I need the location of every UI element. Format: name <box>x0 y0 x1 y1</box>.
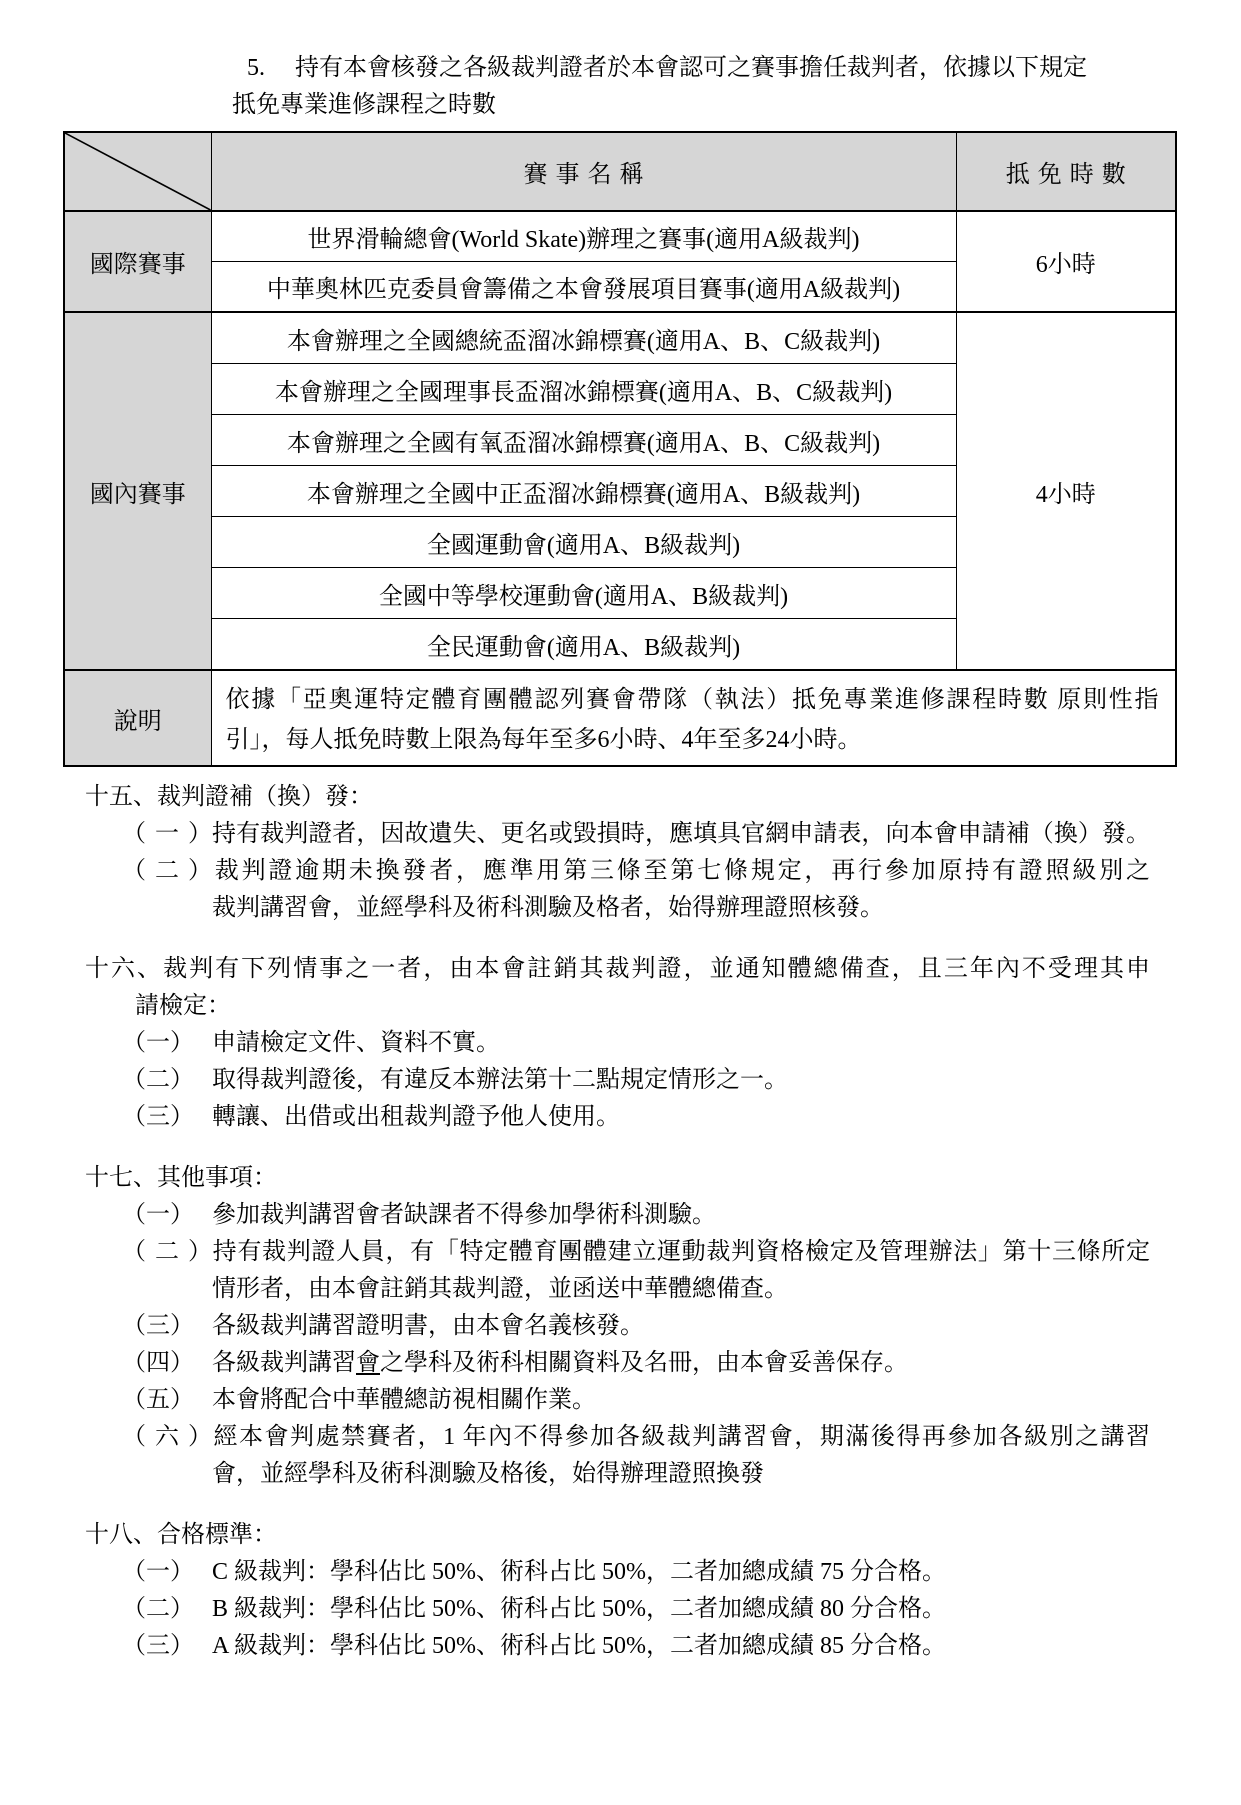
item-label: （二） <box>122 1596 194 1622</box>
item-text: 持有裁判證人員，有「特定體育團體建立運動裁判資格檢定及管理辦法」第十三條所定 <box>212 1239 1150 1265</box>
section-18-heading: 十八、合格標準： <box>85 1522 277 1548</box>
intro-paragraph <box>232 50 1150 124</box>
section-17-item-5 <box>0 1382 1241 1419</box>
intro-text-1: 持有本會核發之各級裁判證者於本會認可之賽事擔任裁判者，依據以下規定 <box>295 55 1087 81</box>
section-16-heading-continuation: 請檢定： <box>135 993 231 1019</box>
item-label: （一） <box>122 1202 194 1228</box>
item-label: （一） <box>122 1030 194 1056</box>
section-18-item-3 <box>0 1628 1241 1665</box>
item-label: （五） <box>122 1387 194 1413</box>
hours-cell-international: 6小時 <box>956 211 1176 312</box>
event-cell: 本會辦理之全國理事長盃溜冰錦標賽(適用A、B、C級裁判) <box>211 364 956 415</box>
corner-cell <box>64 132 211 211</box>
clause-number: 5. <box>247 55 265 81</box>
table-row-note <box>64 670 1176 766</box>
section-15-heading: 十五、裁判證補（換）發： <box>85 784 373 810</box>
event-cell: 本會辦理之全國有氧盃溜冰錦標賽(適用A、B、C級裁判) <box>211 415 956 466</box>
table-row-international-1 <box>64 211 1176 262</box>
item-label: （四） <box>122 1350 194 1376</box>
item-text: 申請檢定文件、資料不實。 <box>212 1030 500 1056</box>
item-text: 轉讓、出借或出租裁判證予他人使用。 <box>212 1104 620 1130</box>
item-text: 本會將配合中華體總訪視相關作業。 <box>212 1387 596 1413</box>
event-cell: 本會辦理之全國總統盃溜冰錦標賽(適用A、B、C級裁判) <box>211 312 956 364</box>
note-line-1: 依據「亞奧運特定體育團體認列賽會帶隊（執法）抵免專業進修課程時數 原則性指 <box>225 687 1159 713</box>
diagonal-line <box>65 133 211 210</box>
category-cell-international: 國際賽事 <box>64 211 211 312</box>
note-text-cell <box>211 670 1176 766</box>
item-text: C 級裁判：學科佔比 50%、術科占比 50%，二者加總成績 75 分合格。 <box>212 1559 946 1585</box>
item-label: （二） <box>122 1239 212 1265</box>
item-label: （三） <box>122 1313 194 1339</box>
section-17-item-1 <box>0 1197 1241 1234</box>
item-text: 裁判證逾期未換發者，應準用第三條至第七條規定，再行參加原持有證照級別之 <box>212 858 1150 884</box>
section-17-item-2 <box>0 1234 1150 1271</box>
note-line-2: 引」，每人抵免時數上限為每年至多6小時、4年至多24小時。 <box>225 727 862 753</box>
item-text: B 級裁判：學科佔比 50%、術科占比 50%，二者加總成績 80 分合格。 <box>212 1596 946 1622</box>
section-15 <box>0 779 1241 927</box>
item-text-pre: 各級裁判講習 <box>212 1350 356 1376</box>
item-text-post: 之學科及術科相關資料及名冊，由本會妥善保存。 <box>380 1350 908 1376</box>
section-16-item-1 <box>0 1025 1241 1062</box>
item-text: 參加裁判講習會者缺課者不得參加學術科測驗。 <box>212 1202 716 1228</box>
section-16-item-3 <box>0 1099 1241 1136</box>
document-page <box>0 50 1241 1805</box>
table-row-domestic-1 <box>64 312 1176 364</box>
section-18-item-2 <box>0 1591 1241 1628</box>
item-label: （三） <box>122 1633 194 1659</box>
section-17-heading: 十七、其他事項： <box>85 1165 277 1191</box>
item-label: （六） <box>122 1424 212 1450</box>
section-18 <box>0 1517 1241 1665</box>
underlined-char: 會 <box>356 1350 380 1376</box>
section-15-item-1 <box>0 816 1150 853</box>
section-15-item-2-continuation: 裁判講習會，並經學科及術科測驗及格者，始得辦理證照核發。 <box>212 895 884 921</box>
exemption-schedule-table <box>63 131 1177 767</box>
category-cell-domestic: 國內賽事 <box>64 312 211 670</box>
intro-line-2: 抵免專業進修課程之時數 <box>232 92 496 118</box>
section-17-item-2-continuation: 情形者，由本會註銷其裁判證，並函送中華體總備查。 <box>212 1276 788 1302</box>
item-label: （一） <box>122 821 212 847</box>
note-label-cell: 說明 <box>64 670 211 766</box>
event-cell: 全國運動會(適用A、B級裁判) <box>211 517 956 568</box>
intro-line-1 <box>232 50 1150 87</box>
event-cell: 世界滑輪總會(World Skate)辦理之賽事(適用A級裁判) <box>211 211 956 262</box>
section-18-item-1 <box>0 1554 1241 1591</box>
section-17-item-6 <box>0 1419 1150 1456</box>
event-cell: 全國中等學校運動會(適用A、B級裁判) <box>211 568 956 619</box>
section-16-item-2 <box>0 1062 1241 1099</box>
item-text: 取得裁判證後，有違反本辦法第十二點規定情形之一。 <box>212 1067 788 1093</box>
section-17 <box>0 1160 1241 1493</box>
item-text: 經本會判處禁賽者，1 年內不得參加各級裁判講習會，期滿後得再參加各級別之講習 <box>212 1424 1150 1450</box>
hours-cell-domestic: 4小時 <box>956 312 1176 670</box>
hours-header: 抵免時數 <box>956 132 1176 211</box>
item-text: 各級裁判講習證明書，由本會名義核發。 <box>212 1313 644 1339</box>
section-17-item-4 <box>0 1345 1241 1382</box>
item-label: （二） <box>122 1067 194 1093</box>
section-17-item-6-continuation: 會，並經學科及術科測驗及格後，始得辦理證照換發 <box>212 1461 764 1487</box>
section-17-item-3 <box>0 1308 1241 1345</box>
event-cell: 中華奧林匹克委員會籌備之本會發展項目賽事(適用A級裁判) <box>211 262 956 313</box>
event-name-header: 賽事名稱 <box>211 132 956 211</box>
item-label: （一） <box>122 1559 194 1585</box>
item-text: A 級裁判：學科佔比 50%、術科占比 50%，二者加總成績 85 分合格。 <box>212 1633 946 1659</box>
item-label: （二） <box>122 858 212 884</box>
section-15-item-2 <box>0 853 1150 890</box>
event-cell: 全民運動會(適用A、B級裁判) <box>211 619 956 671</box>
section-16-heading: 十六、裁判有下列情事之一者，由本會註銷其裁判證，並通知體總備查，且三年內不受理其申 <box>85 956 1150 982</box>
item-text: 持有裁判證者，因故遺失、更名或毀損時，應填具官網申請表，向本會申請補（換）發。 <box>212 821 1150 847</box>
item-label: （三） <box>122 1104 194 1130</box>
table-header-row <box>64 132 1176 211</box>
section-16 <box>0 951 1241 1136</box>
event-cell: 本會辦理之全國中正盃溜冰錦標賽(適用A、B級裁判) <box>211 466 956 517</box>
